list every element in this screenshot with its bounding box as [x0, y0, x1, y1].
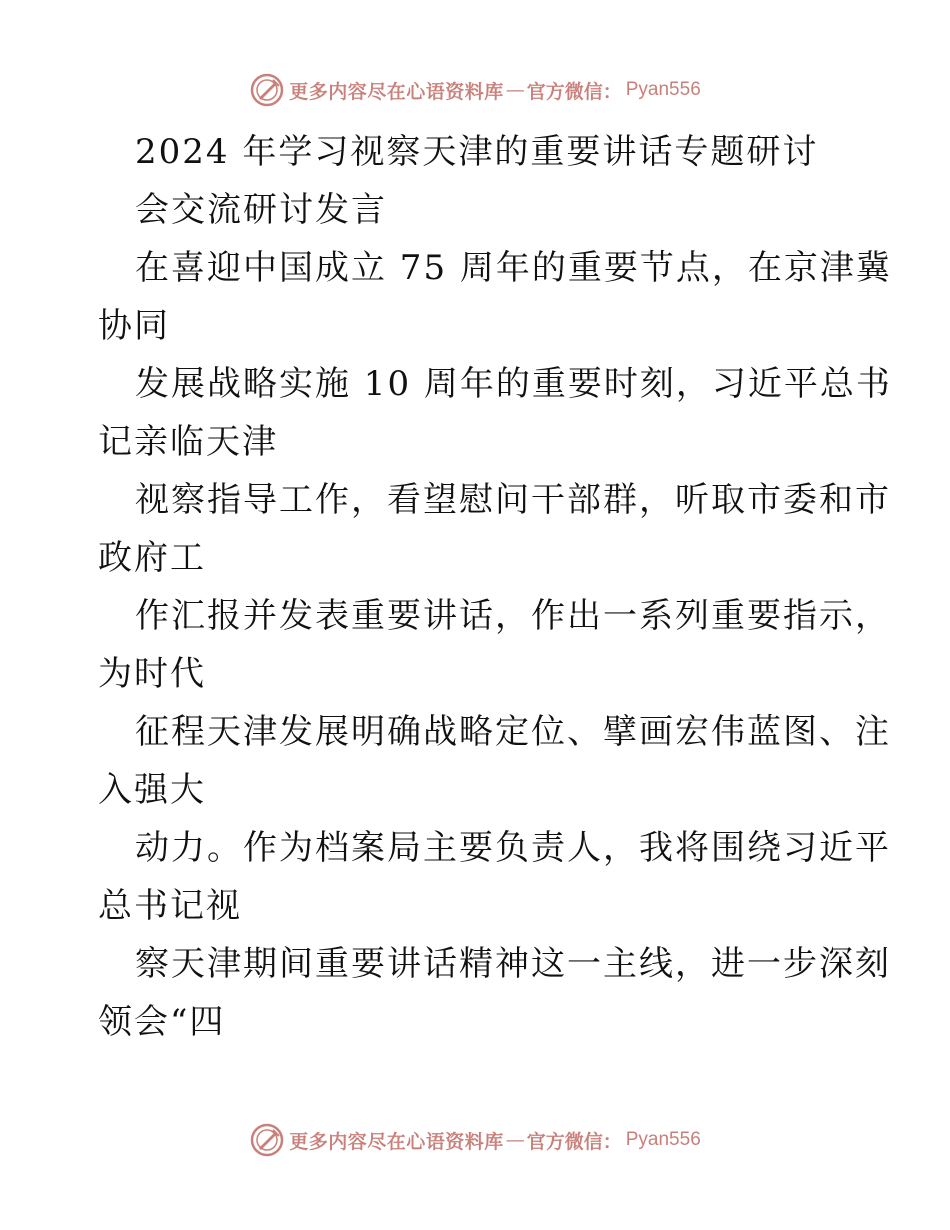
- text-line: 在喜迎中国成立 75 周年的重要节点，在京津冀: [135, 248, 892, 288]
- text-line: 2024 年学习视察天津的重要讲话专题研讨: [135, 132, 819, 172]
- text-line: 察天津期间重要讲话精神这一主线，进一步深刻: [135, 944, 891, 984]
- watermark-wechat-id: Pyan556: [625, 79, 701, 100]
- text-line: 记亲临天津: [98, 422, 278, 462]
- pen-logo-icon: [249, 72, 285, 108]
- footer-watermark: [0, 1120, 950, 1160]
- watermark-site-text: 更多内容尽在心语资料库: [289, 80, 504, 103]
- watermark-dash: —: [505, 79, 525, 101]
- watermark-dash: —: [505, 1129, 525, 1151]
- text-line: 为时代: [98, 654, 206, 694]
- watermark-official-label: 官方微信：: [526, 1130, 622, 1153]
- text-line: 领会“四: [98, 1002, 226, 1042]
- text-line: 总书记视: [98, 886, 242, 926]
- text-line: 入强大: [98, 770, 206, 810]
- text-line: 协同: [98, 306, 170, 346]
- watermark-wechat-id: Pyan556: [625, 1129, 701, 1150]
- pen-logo-icon: [249, 1122, 285, 1158]
- text-line: 会交流研讨发言: [135, 190, 387, 230]
- text-line: 视察指导工作，看望慰问干部群，听取市委和市: [135, 480, 891, 520]
- header-watermark: [0, 70, 950, 110]
- text-line: 动力。作为档案局主要负责人，我将围绕习近平: [135, 828, 891, 868]
- text-line: 政府工: [98, 538, 206, 578]
- watermark-site-text: 更多内容尽在心语资料库: [289, 1130, 504, 1153]
- text-line: 发展战略实施 10 周年的重要时刻，习近平总书: [135, 364, 892, 404]
- document-body: [98, 123, 892, 1051]
- text-line: 征程天津发展明确战略定位、擘画宏伟蓝图、注: [135, 712, 891, 752]
- watermark-official-label: 官方微信：: [526, 80, 622, 103]
- text-line: 作汇报并发表重要讲话，作出一系列重要指示，: [135, 596, 891, 636]
